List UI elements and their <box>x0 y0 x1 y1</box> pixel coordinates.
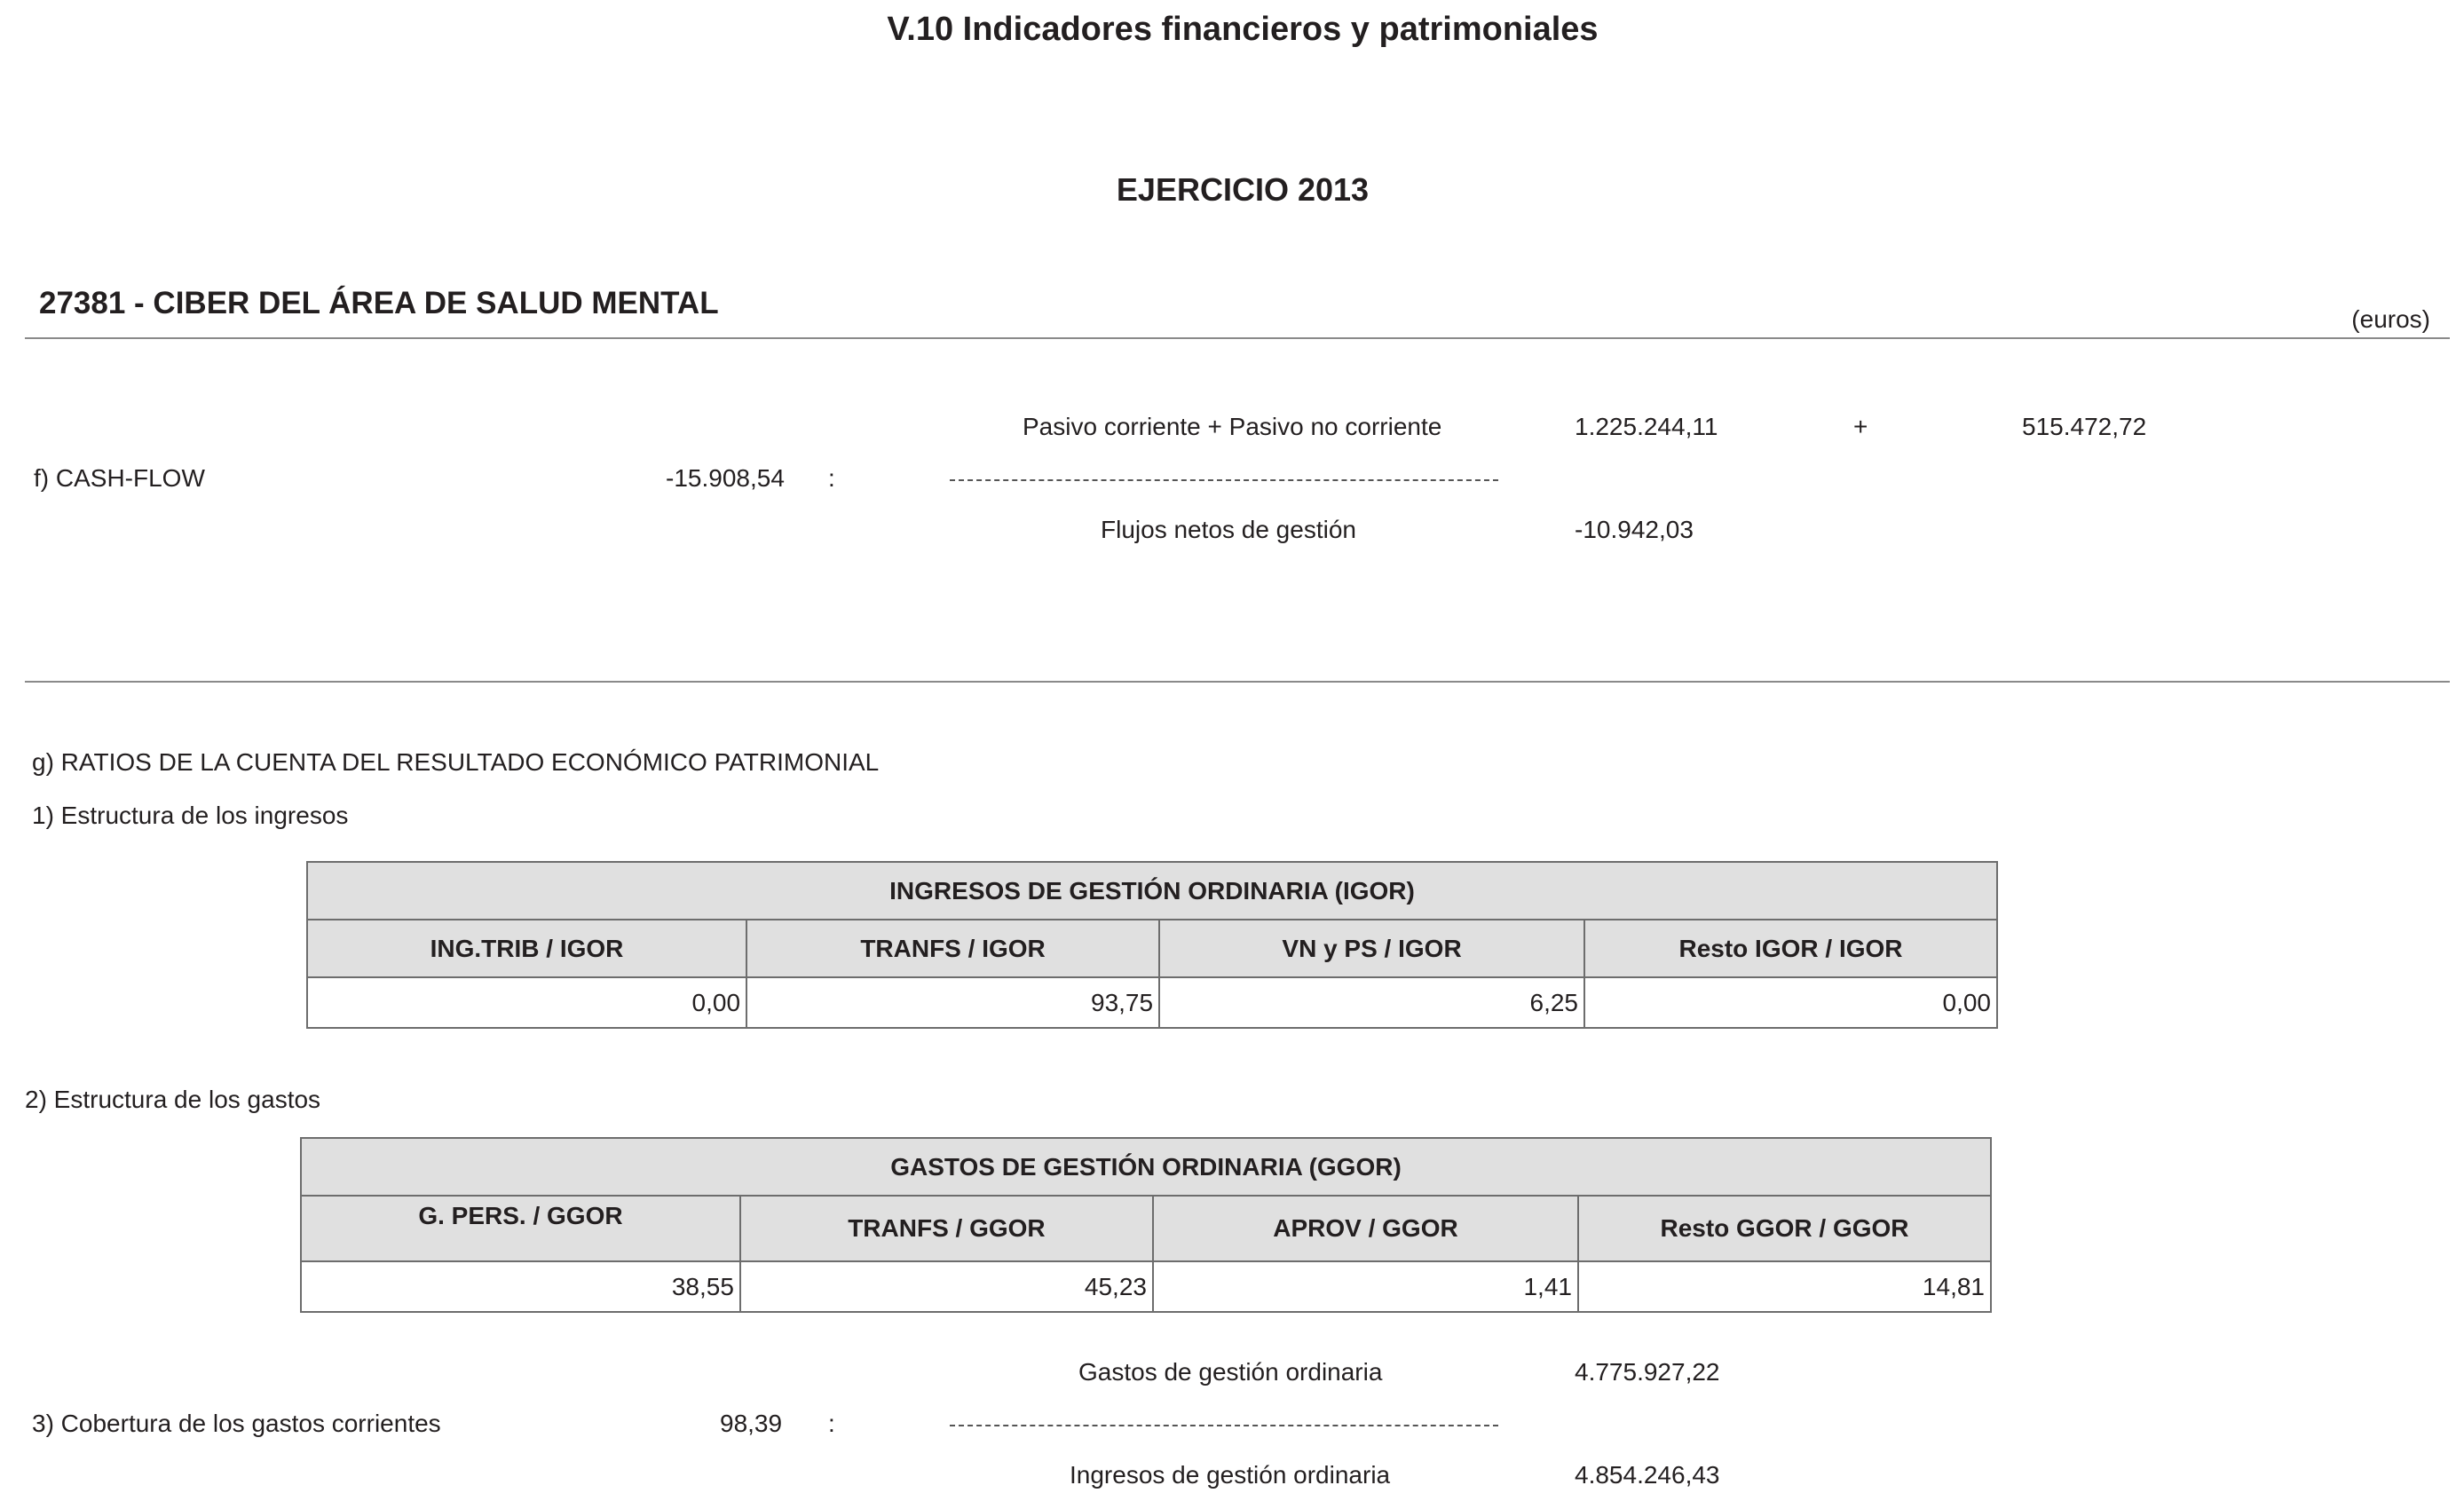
cash-flow-fraction-line <box>950 479 1498 481</box>
expense-col-header: Resto GGOR / GGOR <box>1578 1196 1991 1261</box>
expense-col-header: APROV / GGOR <box>1153 1196 1578 1261</box>
expense-ratio-value: 38,55 <box>301 1261 740 1312</box>
section-divider <box>25 681 2450 683</box>
expense-ratio-value: 45,23 <box>740 1261 1153 1312</box>
income-ratio-value: 0,00 <box>1584 977 1997 1028</box>
expense-ratio-value: 14,81 <box>1578 1261 1991 1312</box>
income-ratio-value: 0,00 <box>307 977 746 1028</box>
income-structure-subtitle: 1) Estructura de los ingresos <box>32 802 349 829</box>
income-col-header: TRANFS / IGOR <box>746 920 1159 977</box>
cash-flow-numerator-value-2: 515.472,72 <box>2022 413 2147 440</box>
exercise-year: EJERCICIO 2013 <box>1116 171 1370 208</box>
cash-flow-numerator-value-1: 1.225.244,11 <box>1575 413 1718 440</box>
expense-col-header: TRANFS / GGOR <box>740 1196 1153 1261</box>
income-ratio-value: 93,75 <box>746 977 1159 1028</box>
coverage-label: 3) Cobertura de los gastos corrientes <box>32 1410 441 1437</box>
expense-structure-subtitle: 2) Estructura de los gastos <box>25 1086 321 1113</box>
coverage-denominator-value: 4.854.246,43 <box>1575 1461 1720 1489</box>
cash-flow-numerator-label: Pasivo corriente + Pasivo no corriente <box>1023 413 1442 440</box>
ratios-section-title: g) RATIOS DE LA CUENTA DEL RESULTADO ECONÓMICO PATRIMONIAL <box>32 748 880 776</box>
entity-name: 27381 - CIBER DEL ÁREA DE SALUD MENTAL <box>39 286 719 320</box>
coverage-denominator-label: Ingresos de gestión ordinaria <box>1070 1461 1391 1489</box>
coverage-value: 98,39 <box>720 1410 783 1437</box>
cash-flow-label: f) CASH-FLOW <box>34 464 205 492</box>
coverage-fraction-line <box>950 1425 1498 1426</box>
income-structure-table <box>306 861 1998 1029</box>
cash-flow-value: -15.908,54 <box>666 464 785 492</box>
coverage-numerator-value: 4.775.927,22 <box>1575 1358 1720 1386</box>
currency-units: (euros) <box>2351 305 2430 333</box>
cash-flow-denominator-label: Flujos netos de gestión <box>1101 516 1356 543</box>
cash-flow-operator: + <box>1853 413 1868 440</box>
coverage-separator: : <box>828 1410 835 1437</box>
income-col-header: Resto IGOR / IGOR <box>1584 920 1997 977</box>
coverage-numerator-label: Gastos de gestión ordinaria <box>1078 1358 1383 1386</box>
expense-ratio-value: 1,41 <box>1153 1261 1578 1312</box>
expense-table-title: GASTOS DE GESTIÓN ORDINARIA (GGOR) <box>301 1138 1991 1196</box>
cash-flow-separator: : <box>828 464 835 492</box>
income-table-title: INGRESOS DE GESTIÓN ORDINARIA (IGOR) <box>307 862 1997 920</box>
income-col-header: VN y PS / IGOR <box>1159 920 1584 977</box>
income-ratio-value: 6,25 <box>1159 977 1584 1028</box>
expense-structure-table <box>300 1137 1992 1313</box>
header-divider <box>25 337 2450 339</box>
cash-flow-denominator-value: -10.942,03 <box>1575 516 1694 543</box>
income-col-header: ING.TRIB / IGOR <box>307 920 746 977</box>
page-title: V.10 Indicadores financieros y patrimoniales <box>887 11 1599 48</box>
expense-col-header: G. PERS. / GGOR <box>301 1196 740 1261</box>
